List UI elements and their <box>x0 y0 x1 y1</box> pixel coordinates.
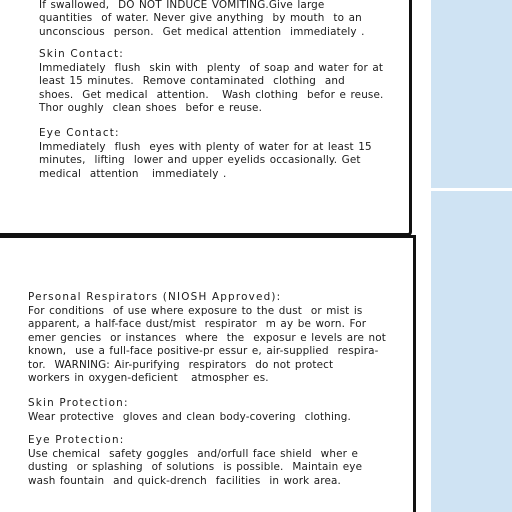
first-aid-panel <box>0 0 412 236</box>
eye-protection-text: Use chemical safety goggles and/orfull face shield wher e dusting or splashing of solutions is possible. Maintain eye wash fountain and quick-drench facilities in work area. <box>28 448 363 487</box>
skin-protection-text: Wear protective gloves and clean body-covering clothing. <box>28 411 351 423</box>
respirator-heading: Personal Respirators (NIOSH Approved): <box>28 291 282 303</box>
eye-protection-heading: Eye Protection: <box>28 434 125 446</box>
ingestion-text: If swallowed, DO NOT INDUCE VOMITING.Give large quantities of water. Never give anything by mouth to an unconscious person. Get medical attention immediately . <box>39 0 365 38</box>
eye-contact-text: Immediately flush eyes with plenty of water for at least 15 minutes, lifting lower and upper eyelids occasionally. Get medical attention immediately . <box>39 141 372 180</box>
skin-contact-text: Immediately flush skin with plenty of soap and water for at least 15 minutes. Remove contaminated clothing and shoes. Get medical attention. Wash clothing befor e reuse. Thor oughly clean shoes befor e reuse. <box>39 62 384 115</box>
eye-contact-heading: Eye Contact: <box>39 127 120 139</box>
protection-panel <box>0 235 416 512</box>
skin-contact-heading: Skin Contact: <box>39 48 124 60</box>
side-strip-bottom <box>431 191 512 512</box>
respirator-text: For conditions of use where exposure to the dust or mist is apparent, a half-face dust/mist respirator m ay be worn. For emer gencies or instances where the exposur e levels are not known, use a full-face positive-pr essur e, air-supplied respira- tor. WARNING: Air-purifying respirators do not protect workers in oxygen-deficient atmospher es. <box>28 305 386 385</box>
skin-protection-heading: Skin Protection: <box>28 397 129 409</box>
side-strip-top <box>431 0 512 188</box>
